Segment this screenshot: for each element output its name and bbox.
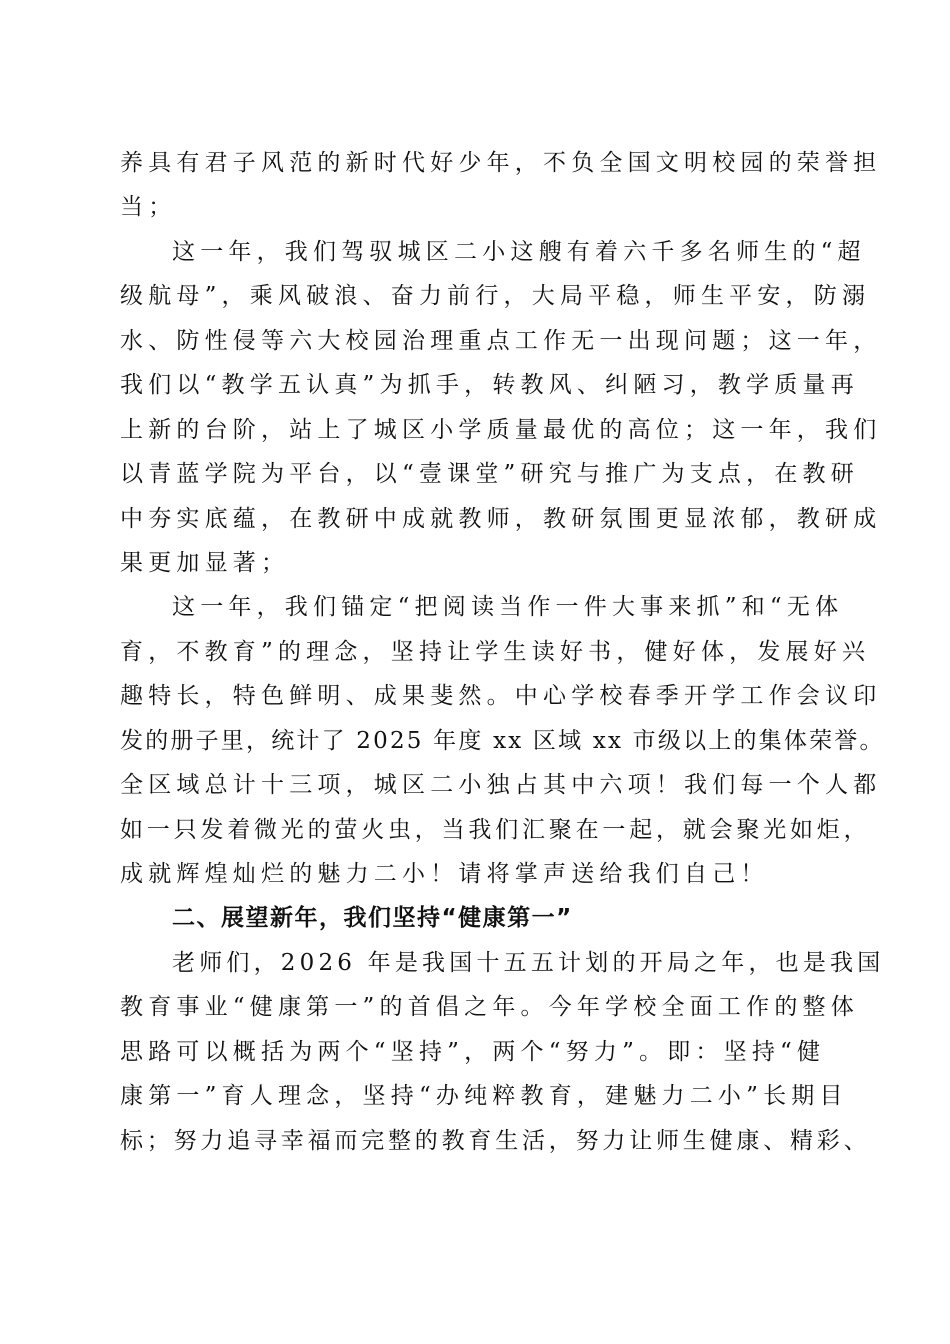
paragraph-line: 中夯实底蕴，在教研中成就教师，教研氛围更显浓郁，教研成 — [120, 505, 882, 532]
paragraph-line: 教育事业“健康第一”的首倡之年。今年学校全面工作的整体 — [120, 994, 859, 1021]
paragraph-line: 老师们，2026 年是我国十五五计划的开局之年，也是我国 — [172, 949, 885, 976]
paragraph-line: 思路可以概括为两个“坚持”，两个“努力”。即：坚持“健 — [120, 1038, 826, 1065]
paragraph-line: 康第一”育人理念，坚持“办纯粹教育，建魅力二小”长期目 — [120, 1083, 848, 1110]
paragraph-line: 水、防性侵等六大校园治理重点工作无一出现问题；这一年， — [120, 327, 882, 354]
paragraph-line: 级航母”，乘风破浪、奋力前行，大局平稳，师生平安，防溺 — [120, 283, 871, 310]
paragraph-line: 养具有君子风范的新时代好少年，不负全国文明校园的荣誉担 — [120, 150, 882, 176]
paragraph-line: 如一只发着微光的萤火虫，当我们汇聚在一起，就会聚光如炬， — [120, 816, 871, 843]
paragraph-line: 这一年，我们驾驭城区二小这艘有着六千多名师生的“超 — [172, 238, 866, 265]
paragraph-line: 我们以“教学五认真”为抓手，转教风、纠陋习，教学质量再 — [120, 372, 859, 399]
paragraph-line: 上新的台阶，站上了城区小学质量最优的高位；这一年，我们 — [120, 416, 882, 443]
paragraph-line: 标；努力追寻幸福而完整的教育生活，努力让师生健康、精彩、 — [120, 1127, 871, 1154]
paragraph-line: 成就辉煌灿烂的魅力二小！请将掌声送给我们自己！ — [120, 861, 769, 887]
section-heading: 二、展望新年，我们坚持“健康第一” — [172, 905, 573, 932]
document-body — [120, 141, 885, 1163]
paragraph-line: 发的册子里，统计了 2025 年度 xx 区域 xx 市级以上的集体荣誉。 — [120, 727, 885, 754]
paragraph-line: 这一年，我们锚定“把阅读当作一件大事来抓”和“无体 — [172, 594, 844, 621]
paragraph-line: 全区域总计十三项，城区二小独占其中六项！我们每一个人都 — [120, 772, 882, 799]
paragraph-line: 果更加显著； — [120, 549, 290, 576]
paragraph-line: 趣特长，特色鲜明、成果斐然。中心学校春季开学工作会议印 — [120, 683, 882, 710]
paragraph-line: 育，不教育”的理念，坚持让学生读好书，健好体，发展好兴 — [120, 638, 871, 665]
paragraph-line: 以青蓝学院为平台，以“壹课堂”研究与推广为支点，在教研 — [120, 461, 859, 488]
paragraph-line: 当； — [120, 194, 177, 221]
